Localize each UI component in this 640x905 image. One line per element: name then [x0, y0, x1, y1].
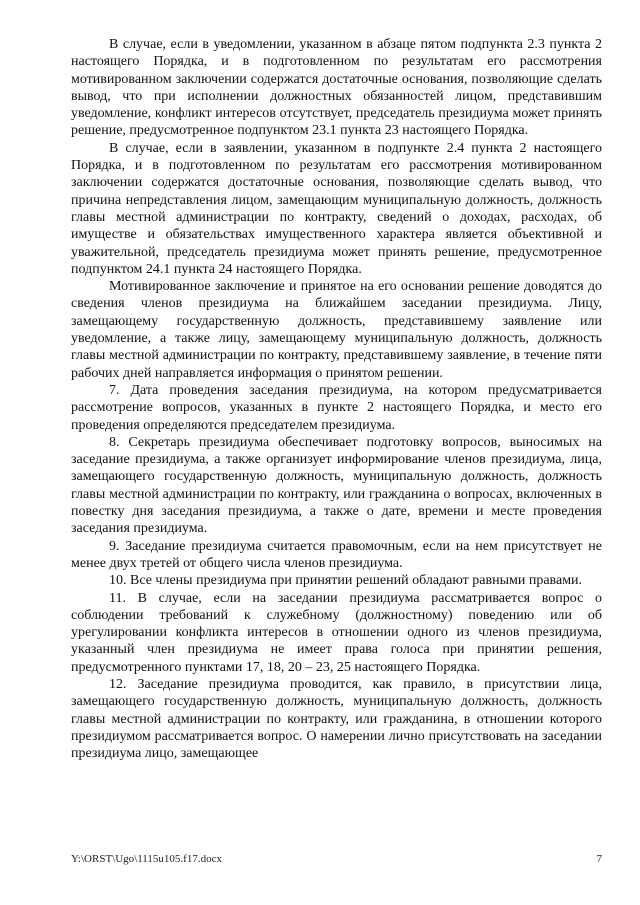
paragraph-item-12: 12. Заседание президиума проводится, как правило, в присутствии лица, замещающего государственную должность, муниципальную должность, должность главы местной администрации по контракту, или гражданина, в отношении которого президиумом рассматривается вопрос. О намерении лично присутствовать на заседании президиума лицо, замещающее: [71, 676, 602, 762]
paragraph-motivated-conclusion: Мотивированное заключение и принятое на его основании решение доводятся до сведения членов президиума на ближайшем заседании президиума. Лицу, замещающему государственную должность, представившему заявление или уведомление, а также лицу, замещающему муниципальную должность, должность главы местной администрации по контракту, представившему заявление, в течение пяти рабочих дней направляется информация о принятом решении.: [71, 279, 602, 381]
paragraph-notification-case: В случае, если в уведомлении, указанном в абзаце пятом подпункта 2.3 пункта 2 настоящего Порядка, и в подготовленном по результатам его рассмотрения мотивированном заключении содержатся достаточные основания, позволяющие сделать вывод, что при исполнении должностных обязанностей лицом, представившим уведомление, конфликт интересов отсутствует, председатель президиума может принять решение, предусмотренное подпунктом 23.1 пункта 23 настоящего Порядка.: [71, 37, 602, 139]
paragraph-application-case: В случае, если в заявлении, указанном в подпункте 2.4 пункта 2 настоящего Порядка, и в подготовленном по результатам его рассмотрения мотивированном заключении содержатся достаточные основания, позволяющие сделать вывод, что причина непредставления лицом, замещающим муниципальную должность, должность главы местной администрации по контракту, сведений о доходах, расходах, об имуществе и обязательствах имущественного характера является объективной и уважительной, председатель президиума может принять решение, предусмотренное подпунктом 24.1 пункта 24 настоящего Порядка.: [71, 140, 602, 277]
page-number: 7: [596, 853, 602, 865]
paragraph-item-9: 9. Заседание президиума считается правомочным, если на нем присутствует не менее двух третей от общего числа членов президиума.: [71, 538, 602, 571]
footer-file-path: Y:\ORST\Ugo\1115u105.f17.docx: [71, 853, 222, 865]
paragraph-item-10: 10. Все члены президиума при принятии решений обладают равными правами.: [109, 573, 583, 589]
document-body: [71, 36, 602, 762]
paragraph-item-8: 8. Секретарь президиума обеспечивает подготовку вопросов, выносимых на заседание президиума, а также организует информирование членов президиума, лица, замещающего государственную должность, муниципальную должность, должность главы местной администрации по контракту, или гражданина о вопросах, включенных в повестку дня заседания президиума, а также о дате, времени и месте проведения заседания президиума.: [71, 434, 602, 537]
paragraph-item-11: 11. В случае, если на заседании президиума рассматривается вопрос о соблюдении требований к служебному (должностному) поведению или об урегулировании конфликта интересов в отношении одного из членов президиума, указанный член президиума не имеет права голоса при принятии решения, предусмотренного пунктами 17, 18, 20 – 23, 25 настоящего Порядка.: [71, 590, 602, 675]
paragraph-item-7: 7. Дата проведения заседания президиума, на котором предусматривается рассмотрение вопросов, указанных в пункте 2 настоящего Порядка, и место его проведения определяются председателем президиума.: [71, 382, 602, 433]
